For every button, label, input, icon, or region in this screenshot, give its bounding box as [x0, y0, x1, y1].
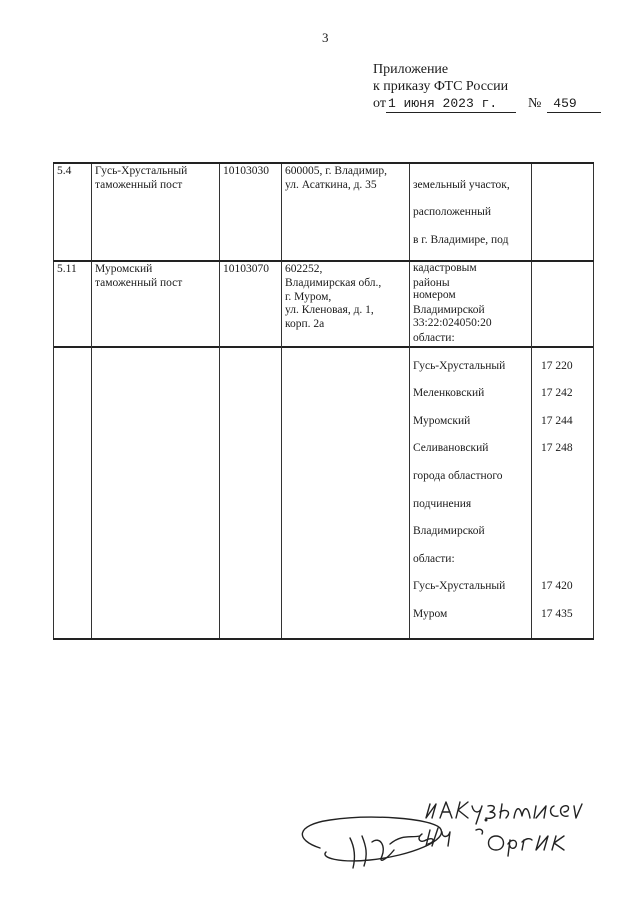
area-line: Гусь-Хрустальный: [413, 580, 506, 593]
area-line: номером: [413, 289, 456, 302]
area-line: Муром: [413, 607, 448, 620]
order-number: 459: [547, 95, 601, 113]
area-line: области:: [413, 552, 455, 565]
area-line: кадастровым: [413, 261, 477, 274]
area-line: Селивановский: [413, 442, 489, 455]
area-line: в г. Владимире, под: [413, 233, 509, 246]
area-line: Муромский: [413, 414, 471, 427]
table-row: [54, 261, 594, 639]
okato-number: 17 244: [541, 414, 573, 427]
area-line: города областного: [413, 469, 503, 482]
okato-number: 17 435: [541, 607, 573, 620]
post-code: 10103030: [220, 163, 282, 347]
appendix-title: Приложение: [373, 62, 449, 77]
okato-number: 17 220: [541, 359, 573, 372]
okato-number: [535, 553, 590, 567]
area-line: районы: [413, 276, 450, 289]
okato-number: [535, 525, 590, 539]
order-date: 1 июня 2023 г.: [386, 95, 516, 113]
area-line: Гусь-Хрустальный: [413, 359, 506, 372]
area-line: подчинения: [413, 497, 472, 510]
okato-number: [535, 277, 590, 291]
page-number: 3: [322, 30, 329, 45]
okato-number: 17 242: [541, 387, 573, 400]
area-line: Владимирской: [413, 525, 485, 538]
area-line: земельный участок,: [413, 178, 510, 191]
customs-post-table-5-11: [53, 260, 594, 640]
okato-number: [535, 470, 590, 484]
row-id: 5.4: [54, 163, 92, 347]
okato-number: 17 420: [541, 580, 573, 593]
post-name: Гусь-Хрустальный таможенный пост: [92, 163, 220, 347]
okato-number: 17 248: [541, 442, 573, 455]
order-date-line: [373, 95, 601, 113]
area-line: Меленковский: [413, 387, 485, 400]
okato-number: [535, 304, 590, 318]
okato-number: [535, 332, 590, 346]
number-prefix: №: [527, 96, 542, 111]
post-name: Муромский таможенный пост: [92, 261, 220, 639]
post-code: 10103070: [220, 261, 282, 639]
okato-cell: [532, 261, 594, 639]
area-cell: [410, 261, 532, 639]
date-prefix: от: [373, 96, 386, 111]
area-line: 33:22:024050:20: [413, 316, 492, 329]
post-address: 600005, г. Владимир, ул. Асаткина, д. 35: [282, 163, 410, 347]
order-reference: к приказу ФТС России: [373, 79, 509, 94]
appendix-header: [373, 61, 601, 113]
signature-drawing: [290, 790, 590, 880]
area-line: расположенный: [413, 206, 492, 219]
post-address: 602252, Владимирская обл., г. Муром, ул. Кленовая, д. 1, корп. 2а: [282, 261, 410, 639]
handwritten-signature: [290, 790, 590, 885]
row-id: 5.11: [54, 261, 92, 639]
area-line: Владимирской: [413, 304, 485, 317]
okato-number: [535, 498, 590, 512]
area-line: области:: [413, 331, 455, 344]
